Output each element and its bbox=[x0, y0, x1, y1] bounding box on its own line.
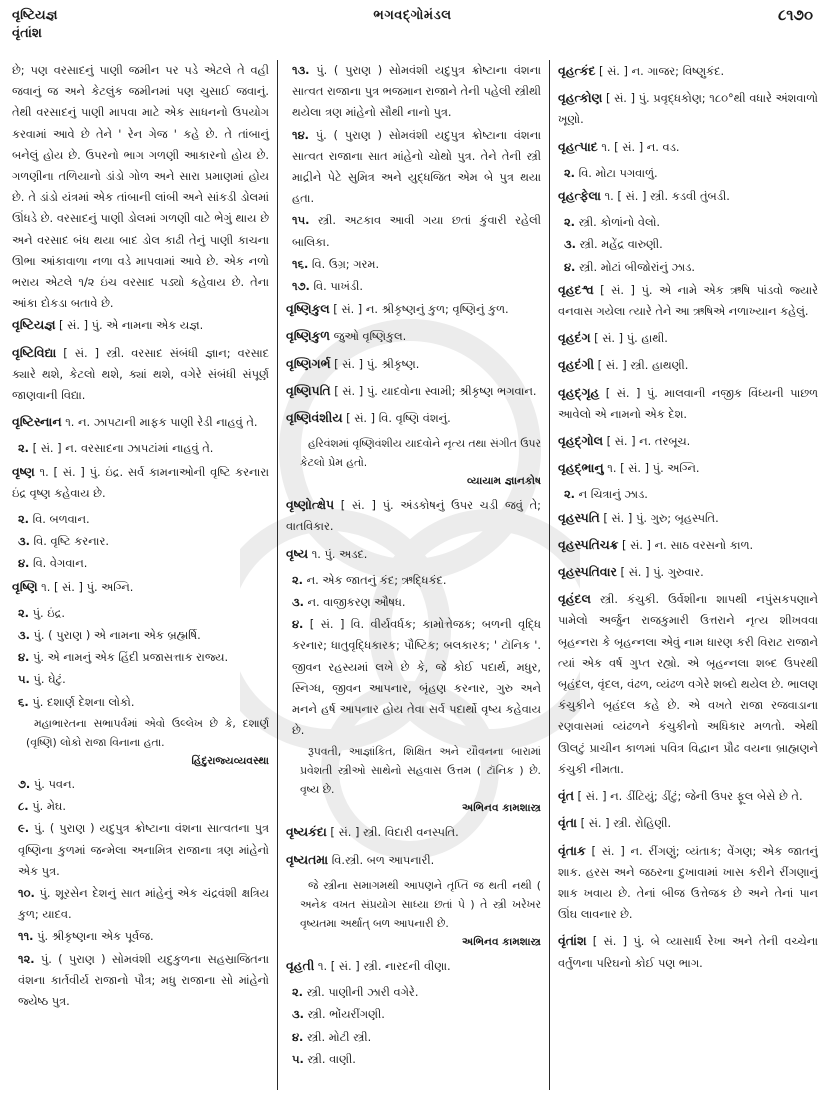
definition: [ સં. ] ન. રીંગણું; વ્યંતાક; વેંગણ; એક જાતનું શાક. હરસ અને જઠરના દુખાવામાં ખાસ કરીને રીંગણાનું શાક ખવાય છે. તેનાં બીજ ઉત્તેજક છે અને તેનાં પાન ઊંઘ લાવનાર છે. bbox=[558, 843, 818, 922]
headword: વૃષ્યતમા bbox=[286, 851, 329, 867]
dictionary-entry bbox=[286, 353, 541, 375]
sense-number: ૧૦. bbox=[18, 885, 35, 900]
sense-definition: પું. મેઘ. bbox=[28, 799, 66, 814]
sense-number: ૨. bbox=[564, 215, 576, 230]
sense-number: ૯. bbox=[18, 821, 30, 836]
sense-definition: ન. વાજીકરણ ઔષધ. bbox=[303, 595, 406, 610]
sense-number: ૮. bbox=[18, 799, 29, 814]
dictionary-entry bbox=[286, 849, 541, 871]
sense-number: ૨. bbox=[18, 512, 30, 527]
sense-definition: વિ. પાખંડી. bbox=[309, 279, 364, 294]
sense-definition: સ્ત્રી. પાણીની ઝારી વગેરે. bbox=[303, 985, 419, 1000]
definition: જુઓ વૃષ્ણિકુલ. bbox=[329, 329, 407, 344]
sense-number: ૨. bbox=[564, 165, 576, 180]
definition: ૧. ન. ઝાપટાની માફક પાણી રેડી નાહવું તે. bbox=[61, 415, 258, 430]
dictionary-entry bbox=[558, 561, 818, 583]
sense-item bbox=[292, 125, 541, 210]
dictionary-entry bbox=[558, 930, 818, 973]
dictionary-entry bbox=[286, 298, 541, 320]
definition: ૧. [ સં. ] પું. ઇંદ્ર. સર્વ કામનાઓની વૃષ્ટિ કરનારા ઇંદ્ર વૃષ્ણ કહેવાય છે. bbox=[12, 464, 269, 500]
sense-definition: સ્ત્રી. વાણી. bbox=[303, 1051, 356, 1066]
sense-definition: વિ. વેગવાન. bbox=[29, 556, 88, 571]
dictionary-entry bbox=[558, 840, 818, 926]
column-3 bbox=[550, 60, 818, 1090]
sense-definition: પું. ( પુરાણ ) સોમવંશી યદુપુત્ર ક્રોષ્ટાના વંશના સાત્વત રાજાના પુત્ર ભજમાન રાજાને તેની પહેલી સ્ત્રીથી થયેલા ત્રણ માંહેનો સૌથી નાનો પુત્ર. bbox=[292, 63, 541, 120]
sense-number: ૪. bbox=[18, 556, 30, 571]
headword: વૃષ્ણિગર્ભ bbox=[286, 355, 331, 371]
sense-item bbox=[18, 625, 269, 646]
sense-number: ૩. bbox=[18, 534, 30, 549]
dictionary-entry bbox=[286, 325, 541, 347]
sense-item bbox=[292, 1004, 541, 1025]
dictionary-entry bbox=[12, 342, 269, 407]
dictionary-entry bbox=[286, 407, 541, 429]
dictionary-entry bbox=[558, 60, 818, 82]
headword: વૃષ્ટિસ્નાન bbox=[12, 414, 62, 430]
guide-word-bottom: વૃંતાંશ bbox=[12, 26, 42, 41]
dictionary-entry bbox=[558, 507, 818, 529]
headword: વૃહત્કોણ bbox=[558, 90, 603, 106]
sense-definition: સ્ત્રી. મોટી સ્ત્રી. bbox=[303, 1029, 372, 1044]
definition: [ સં. ] પું. ગુરુવાર. bbox=[616, 565, 704, 580]
sense-item bbox=[18, 438, 269, 459]
definition: [ સં. ] વિ. વૃષ્ણિ વંશનું. bbox=[342, 411, 451, 426]
definition: [ સં. ] સ્ત્રી. હાથણી. bbox=[594, 358, 689, 373]
definition: [ સં. ] પું. ગુરુ; બૃહસ્પતિ. bbox=[599, 510, 719, 525]
headword: વૃંતાંશ bbox=[558, 933, 587, 949]
headword: વૃષ્ણિપતિ bbox=[286, 382, 331, 398]
sense-item bbox=[18, 509, 269, 530]
sense-item bbox=[292, 614, 541, 741]
definition: [ સં. ] પું. પ્રવૃદ્ધકોણ; ૧૮૦°થી વધારે અંશવાળો ખૂણો. bbox=[558, 91, 818, 127]
sense-definition: પું. ઇંદ્ર. bbox=[29, 605, 65, 620]
dictionary-entry bbox=[286, 821, 541, 843]
definition: [ સં. ] ન. ગાજર; વિષ્ણુકંદ. bbox=[595, 64, 725, 78]
sense-item bbox=[292, 1027, 541, 1048]
headword: વૃષ્ય bbox=[286, 545, 309, 561]
headword: વૃહતી bbox=[286, 957, 315, 973]
sense-item bbox=[564, 212, 818, 233]
dictionary-entry bbox=[286, 494, 541, 537]
sense-definition: વિ. મોટા પગવાળું. bbox=[575, 165, 658, 180]
headword: વૃષ્ણિવંશીય bbox=[286, 410, 343, 426]
column-1 bbox=[12, 60, 278, 1090]
dictionary-entry bbox=[558, 354, 818, 376]
sense-definition: પું. દશાર્ણ દેશના લોકો. bbox=[28, 694, 135, 709]
quotation: જે સ્ત્રીના સમાગમથી આપણને તૃપ્તિ જ થતી નથી ( અનેક વખત સંપ્રયોગ સાધ્યા છતાં પે ) તે સ્ત્રી ખરેખર વૃષ્યતમા અર્થાત્ બળ આપનારી છે. bbox=[300, 878, 541, 930]
definition: ૧. [ સં. ] પું. અગ્નિ. bbox=[603, 461, 700, 476]
dictionary-entry bbox=[558, 812, 818, 834]
sense-number: ૨. bbox=[292, 572, 304, 587]
sense-definition: પું. ( પુરાણ ) એ નામના એક બ્રહ્મર્ષિ. bbox=[29, 628, 201, 643]
definition: ૧. [ સં. ] સ્ત્રી. નારદની વીણા. bbox=[314, 958, 451, 973]
sense-item bbox=[292, 60, 541, 124]
definition: [ સં. ] પું. હાથી. bbox=[590, 331, 668, 346]
sense-number: ૧૪. bbox=[292, 127, 309, 142]
headword: વૃષ્ણ bbox=[12, 463, 35, 479]
headword: વૃહત્કંદ bbox=[558, 63, 596, 78]
sense-number: ૪. bbox=[564, 259, 576, 274]
definition: ૧. પું. અડદ. bbox=[308, 546, 368, 561]
definition: [ સં. ] પું. અંડકોષનું ઉપર ચડી જવું તે; વાતવિકાર. bbox=[286, 498, 541, 534]
quotation-source: વ્યાયામ જ્ઞાનકોષ bbox=[466, 475, 541, 488]
dictionary-entry bbox=[558, 430, 818, 452]
sense-definition: પું. શૂરસેન દેશનું સાત માંહેનું એક ચંદ્રવંશી ક્ષત્રિય કુળ; યાદવ. bbox=[18, 885, 269, 922]
page-header bbox=[0, 0, 825, 48]
definition: [ સં. ] સ્ત્રી. રોહિણી. bbox=[576, 816, 672, 831]
sense-number: ૧૬. bbox=[292, 256, 309, 271]
headword: વૃહત્ફેલા bbox=[558, 188, 601, 204]
definition: [ સં. ] પું. એ નામે એક ઋષિ પાંડવો જ્યારે વનવાસ ગયેલા ત્યારે તેને આ ઋષિએ નળાખ્યાન કહેલું. bbox=[558, 282, 818, 319]
sense-definition: પું. પવન. bbox=[30, 776, 76, 791]
definition: [ સં. ] સ્ત્રી. વિદારી વનસ્પતિ. bbox=[326, 825, 459, 840]
definition: ૧. [ સં. ] સ્ત્રી. કડવી તુંબડી. bbox=[600, 189, 730, 204]
headword: વૃષ્ટિવિદ્યા bbox=[12, 344, 57, 360]
quotation-source: અભિનવ કામશાસ્ત્ર bbox=[462, 935, 541, 948]
headword: વૃંત bbox=[558, 788, 574, 804]
sense-definition: ન. એક જાતનું કંદ; ઋદ્ધિકંદ. bbox=[303, 572, 447, 587]
definition: વિ.સ્ત્રી. બળ આપનારી. bbox=[328, 852, 435, 867]
headword: વૃહદ્ગોલ bbox=[558, 433, 603, 449]
quotation: મહાભારતના સભાપર્વમાં એવો ઉલ્લેખ છે કે, દશાર્ણ (વૃષ્ણિ) લોકો રાજા વિનાના હતા. bbox=[26, 716, 269, 749]
sense-number: ૪. bbox=[18, 650, 30, 665]
quotation-block bbox=[286, 434, 541, 472]
sense-definition: [ સં. ] ન. વરસાદના ઝાપટાંમાં નાહવું તે. bbox=[29, 441, 214, 456]
headword: વૃહદશ્વ bbox=[558, 281, 594, 297]
sense-definition: પું. ઘેટું. bbox=[29, 672, 66, 687]
dictionary-entry bbox=[558, 185, 818, 207]
sense-definition: સ્ત્રી. મહેંદ્ર વારુણી. bbox=[575, 237, 663, 252]
dictionary-entry bbox=[558, 279, 818, 322]
definition: [ સં. ] ન. શ્રીકૃષ્ણનું કુળ; વૃષ્ણિનું કુળ. bbox=[329, 302, 509, 317]
sense-definition: [ સં. ] વિ. વીર્યવર્ધક; કામોત્તેજક; બળની વૃદ્ધિ કરનાર; ધાતુવૃદ્ધિકારક; પૌષ્ટિક; બલકારક; ' ટૉનિક '. જીવન રહસ્યમાં લખે છે કે, જે કોઈ પદાર્થ, મધુર, સ્નિગ્ધ, જીવન આપનાર, બૃંહણ કરનાર, ગુરુ અને મનને હર્ષ આપનાર હોય તેવા સર્વ પદાર્થો વૃષ્ય કહેવાય છે. bbox=[292, 617, 541, 738]
guide-word-top: વૃષ્ટિયજ્ઞ bbox=[12, 8, 58, 23]
definition: [ સં. ] પું. બે વ્યાસાર્ધ રેખા અને તેની વચ્ચેના વર્તુળના પરિઘનો કોઈ પણ ભાગ. bbox=[558, 934, 818, 970]
dictionary-entry bbox=[286, 955, 541, 977]
sense-definition: સ્ત્રી. અટકાવ આવી ગયા છતાં કુંવારી રહેલી બાલિકા. bbox=[292, 213, 541, 249]
headword: વૃષ્ટિયજ્ઞ bbox=[12, 317, 56, 333]
sense-number: ૨. bbox=[564, 487, 576, 502]
sense-item bbox=[292, 254, 541, 275]
running-title: ભગવદ્ગોમંડલ bbox=[373, 8, 452, 23]
sense-item bbox=[18, 553, 269, 574]
sense-number: ૫. bbox=[292, 1051, 304, 1066]
sense-definition: પું. ( પુરાણ ) સોમવંશી યદુકુળના સહસ્રાજિતના વંશના કાર્તવીર્ય રાજાનો પૌત્ર; મધુ રાજાના સો માંહેનો જ્યેષ્ઠ પુત્ર. bbox=[18, 951, 269, 1008]
sense-item bbox=[564, 163, 818, 184]
sense-item bbox=[18, 669, 269, 690]
quotation-source: અભિનવ કામશાસ્ત્ર bbox=[462, 802, 541, 815]
page-number: ૮૧૭૦ bbox=[777, 6, 813, 24]
sense-number: ૩. bbox=[292, 1007, 304, 1022]
sense-number: ૧૩. bbox=[292, 63, 310, 77]
dictionary-entry bbox=[558, 785, 818, 807]
sense-number: ૧૧. bbox=[18, 929, 34, 944]
headword: વૃંતાક bbox=[558, 842, 586, 858]
dictionary-entry bbox=[558, 87, 818, 130]
headword: વૃહસ્પતિવાર bbox=[558, 564, 617, 580]
dictionary-entry bbox=[558, 534, 818, 556]
sense-number: ૪. bbox=[292, 1029, 304, 1044]
sense-item bbox=[292, 1049, 541, 1070]
definition: ૧. [ સં. ] પું. અગ્નિ. bbox=[37, 579, 134, 594]
dictionary-entry bbox=[12, 411, 269, 433]
sense-item bbox=[18, 883, 269, 925]
headword: વૃહદ્ગૃહ bbox=[558, 384, 600, 400]
dictionary-entry bbox=[558, 327, 818, 349]
headword: વૃહદંગ bbox=[558, 330, 591, 346]
sense-item bbox=[292, 276, 541, 297]
sense-item bbox=[18, 818, 269, 882]
dictionary-columns bbox=[12, 60, 818, 1090]
sense-item bbox=[18, 603, 269, 624]
quotation: હરિવંશમાં વૃષ્ણિવંશીય યાદવોને નૃત્ય તથા સંગીત ઉપર કેટલો પ્રેમ હતો. bbox=[300, 437, 541, 470]
quotation: રૂપવતી, આજ્ઞાંકિત, શિક્ષિત અને યૌવનના બારામાં પ્રવેશતી સ્ત્રીઓ સાથેનો સહવાસ ઉત્તમ ( ટૉનિક ) છે. વૃષ્ય છે. bbox=[300, 745, 541, 797]
headword: વૃષ્ણિકુળ bbox=[286, 328, 330, 344]
sense-item bbox=[18, 774, 269, 795]
dictionary-entry bbox=[286, 543, 541, 565]
definition: ૧. [ સં. ] ન. વડ. bbox=[597, 139, 680, 154]
sense-item bbox=[564, 257, 818, 278]
headword: વૃષ્ણોત્ક્ષેપ bbox=[286, 497, 335, 513]
sense-number: ૫. bbox=[18, 672, 30, 687]
sense-definition: પું. ( પુરાણ ) સોમવંશી યદુપુત્ર ક્રોષ્ટાના વંશના સાત્વત રાજાના સાત માંહેનો ચોથો પુત્ર. તેને તેની સ્ત્રી માદ્રીને પેટે સુમિત્ર અને યુદ્ધજિત એમ બે પુત્ર થયા હતા. bbox=[292, 127, 541, 206]
sense-item bbox=[292, 982, 541, 1003]
headword: વૃહદંગી bbox=[558, 357, 595, 373]
sense-number: ૨. bbox=[18, 441, 30, 456]
sense-definition: સ્ત્રી. કોળાંનો વેલો. bbox=[575, 215, 661, 230]
sense-item bbox=[18, 531, 269, 552]
definition: [ સં. ] ન. સાઠ વરસનો કાળ. bbox=[618, 537, 754, 552]
dictionary-entry bbox=[558, 588, 818, 780]
sense-item bbox=[18, 796, 269, 817]
sense-number: ૩. bbox=[18, 628, 30, 643]
definition: સ્ત્રી. કંચુકી. ઉર્વશીના શાપથી નપુંસકપણાને પામેલો અર્જુન રાજકુમારી ઉત્તરાને નૃત્ય શીખવવા બૃહન્નરા કે બૃહન્નલા એવું નામ ધારણ કરી વિરાટ રાજાને ત્યાં એક વર્ષ ગુપ્ત રહ્યો. એ બૃહન્નલા શબ્દ ઉપરથી બૃહંદલ, વૃંદલ, વંઢળ, વ્યંઢળ વગેરે શબ્દો થયેલ છે. ભાલણ કંચુકીને બૃહંદલ કહે છે. એ વખતે રાજા રજવાડાના રણવાસમાં વ્યંઢળને કંચુકીનો અધિકાર મળતો. એથી ઊલટું પ્રાચીન કાળમાં પવિત્ર વિદ્વાન પ્રૌઢ વયના બ્રાહ્મણને કંચુકી નીમતા. bbox=[558, 592, 818, 776]
dictionary-entry bbox=[286, 380, 541, 402]
sense-definition: પું. શ્રીકૃષ્ણના એક પૂર્વજ. bbox=[33, 929, 154, 944]
definition: [ સં. ] પું. યાદવોના સ્વામી; શ્રીકૃષ્ણ ભગવાન. bbox=[330, 383, 537, 398]
sense-definition: વિ. વૃષ્ટિ કરનાર. bbox=[29, 534, 109, 549]
sense-item bbox=[564, 484, 818, 505]
definition: [ સં. ] ન. ડીંટિયું; ડીંટું; જેની ઉપર ફૂલ બેસે છે તે. bbox=[573, 789, 803, 804]
sense-definition: પું. એ નામનું એક હિંદી પ્રજાસત્તાક રાજ્ય. bbox=[29, 650, 229, 665]
sense-number: ૧૭. bbox=[292, 279, 310, 294]
sense-number: ૬. bbox=[18, 694, 29, 709]
headword: વૃહદ્ભાનુ bbox=[558, 460, 604, 476]
sense-number: ૧૨. bbox=[18, 951, 35, 966]
definition: [ સં. ] પું. એ નામના એક યજ્ઞ. bbox=[55, 318, 204, 333]
sense-definition: સ્ત્રી. મોટાં બીજોરાંનું ઝાડ. bbox=[575, 259, 696, 274]
sense-item bbox=[18, 647, 269, 668]
dictionary-entry bbox=[12, 314, 269, 336]
headword: વૃહત્પાદ bbox=[558, 138, 598, 154]
quotation-source: હિંદુરાજ્યવ્યવસ્થા bbox=[191, 754, 269, 767]
column-2 bbox=[278, 60, 550, 1090]
sense-number: ૨. bbox=[292, 985, 304, 1000]
headword: વૃંતા bbox=[558, 815, 577, 831]
continued-text: છે; પણ વરસાદનું પાણી જમીન પર પડે એટલે તે વહી જવાનું જ અને કેટલુંક જમીનમાં પણ ચુસાઈ જવાનું. તેથી વરસાદનું પાણી માપવા માટે એક સાધનનો ઉપયોગ કરવામાં આવે છે તેને ' રેન ગેજ ' કહે છે. તે તાંબાનું બનેલું હોય છે. ઉપરનો ભાગ ગળણી આકારનો હોય છે. ગળણીના તળિયાનો ડાંડો ગોળ અને સારા પ્રમાણમાં હોય છે. તે ડાંડો યંત્રમાં એક તાંબાની લાંબી અને સાંકડી ડોલમાં ઊંધડે છે. વરસાદનું પાણી ડોલમાં ગળણી વાટે ભેગું થાય છે અને વરસાદ બંધ થયા બાદ ડોલ કાઢી તેનું પાણી કાચના ઊભા આંકાવાળા નળા વડે માપવામાં આવે છે. એક નળો ભરાય એટલે ૧/૨ ઇંચ વરસાદ પડ્યો કહેવાય છે. તેના આંકા દોકડા બતાવે છે. bbox=[12, 63, 269, 311]
sense-number: ૨. bbox=[18, 605, 30, 620]
sense-item bbox=[18, 926, 269, 947]
headword: વૃષ્ણિ bbox=[12, 578, 38, 594]
headword: વૃહસ્પતિચક્ર bbox=[558, 536, 619, 552]
sense-item bbox=[564, 234, 818, 255]
sense-number: ૪. bbox=[292, 617, 304, 632]
sense-definition: વિ. ઉગ્ર; ગરમ. bbox=[308, 256, 380, 271]
sense-definition: વિ. બળવાન. bbox=[29, 512, 90, 527]
dictionary-entry bbox=[558, 136, 818, 158]
sense-number: ૭. bbox=[18, 776, 31, 791]
definition: [ સં. ] ન. તરબૂચ. bbox=[602, 434, 691, 449]
sense-definition: ન ચિત્રાનું ઝાડ. bbox=[575, 487, 648, 502]
definition: [ સં. ] પું. શ્રીકૃષ્ણ. bbox=[330, 356, 420, 371]
sense-definition: પું. ( પુરાણ ) યદુપુત્ર ક્રોષ્ટાના વંશના સાત્વતના પુત્ર વૃષ્ણિના કુળમાં જન્મેલા અનામિત્ર રાજાના ત્રણ માંહેનો એક પુત્ર. bbox=[18, 821, 269, 878]
dictionary-entry bbox=[558, 457, 818, 479]
definition: [ સં. ] સ્ત્રી. વરસાદ સંબંધી જ્ઞાન; વરસાદ ક્યારે થશે, કેટલો થશે, ક્યાં થશે, વગેરે સંબંધી સંપૂર્ણ જાણવાની વિદ્યા. bbox=[12, 345, 269, 403]
sense-item bbox=[18, 949, 269, 1013]
dictionary-entry bbox=[558, 382, 818, 425]
sense-number: ૩. bbox=[292, 595, 304, 610]
sense-number: ૩. bbox=[564, 237, 576, 252]
sense-number: ૧૫. bbox=[292, 213, 310, 228]
headword: વૃહસ્પતિ bbox=[558, 509, 600, 525]
headword: વૃષ્યકંદા bbox=[286, 824, 327, 840]
dictionary-entry bbox=[12, 576, 269, 598]
sense-item bbox=[292, 570, 541, 591]
headword: વૃહંદલ bbox=[558, 591, 591, 607]
definition: [ સં. ] પું. માલવાની નજીક વિંધ્યની પાછળ આવેલો એ નામનો એક દેશ. bbox=[558, 385, 818, 421]
quotation-block bbox=[12, 714, 269, 752]
quotation-block bbox=[286, 876, 541, 951]
quotation-block bbox=[286, 742, 541, 817]
sense-item bbox=[18, 692, 269, 713]
dictionary-entry bbox=[12, 461, 269, 504]
sense-item bbox=[292, 592, 541, 613]
sense-definition: સ્ત્રી. ભોંયરીંગણી. bbox=[303, 1007, 385, 1022]
sense-item bbox=[292, 210, 541, 252]
headword: વૃષ્ણિકુલ bbox=[286, 301, 330, 317]
